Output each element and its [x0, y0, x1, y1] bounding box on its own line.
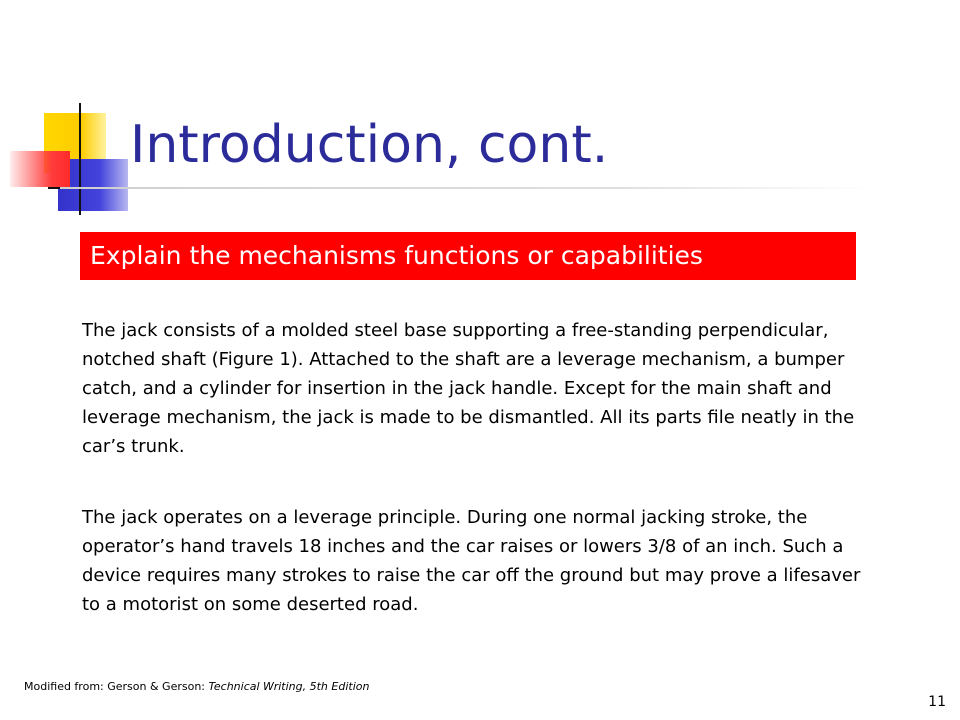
body-paragraph-2: The jack operates on a leverage principle. During one normal jacking stroke, the operator’s hand travels 18 inches and the car raises or lowers 3/8 of an inch. Such a device requires many strokes to raise the car off the ground but may prove a lifesaver to a motorist on some deserted road.	[82, 507, 861, 615]
title-divider	[60, 187, 870, 189]
subheading-banner: Explain the mechanisms functions or capabilities	[80, 232, 856, 280]
source-title: Technical Writing, 5th Edition	[208, 680, 370, 693]
source-footnote	[24, 680, 369, 693]
body-paragraph-1: The jack consists of a molded steel base supporting a free-standing perpendicular, notched shaft (Figure 1). Attached to the shaft are a leverage mechanism, a bumper catch, and a cylinder for insertion in the jack handle. Except for the main shaft and leverage mechanism, the jack is made to be dismantled. All its parts file neatly in the car’s trunk.	[82, 320, 855, 457]
slide-title: Introduction, cont.	[130, 115, 609, 175]
source-prefix: Modified from: Gerson & Gerson:	[24, 680, 209, 693]
page-number: 11	[928, 694, 946, 710]
decorative-squares-logo-icon	[0, 95, 140, 225]
vertical-line	[79, 103, 81, 215]
red-square	[10, 151, 70, 187]
